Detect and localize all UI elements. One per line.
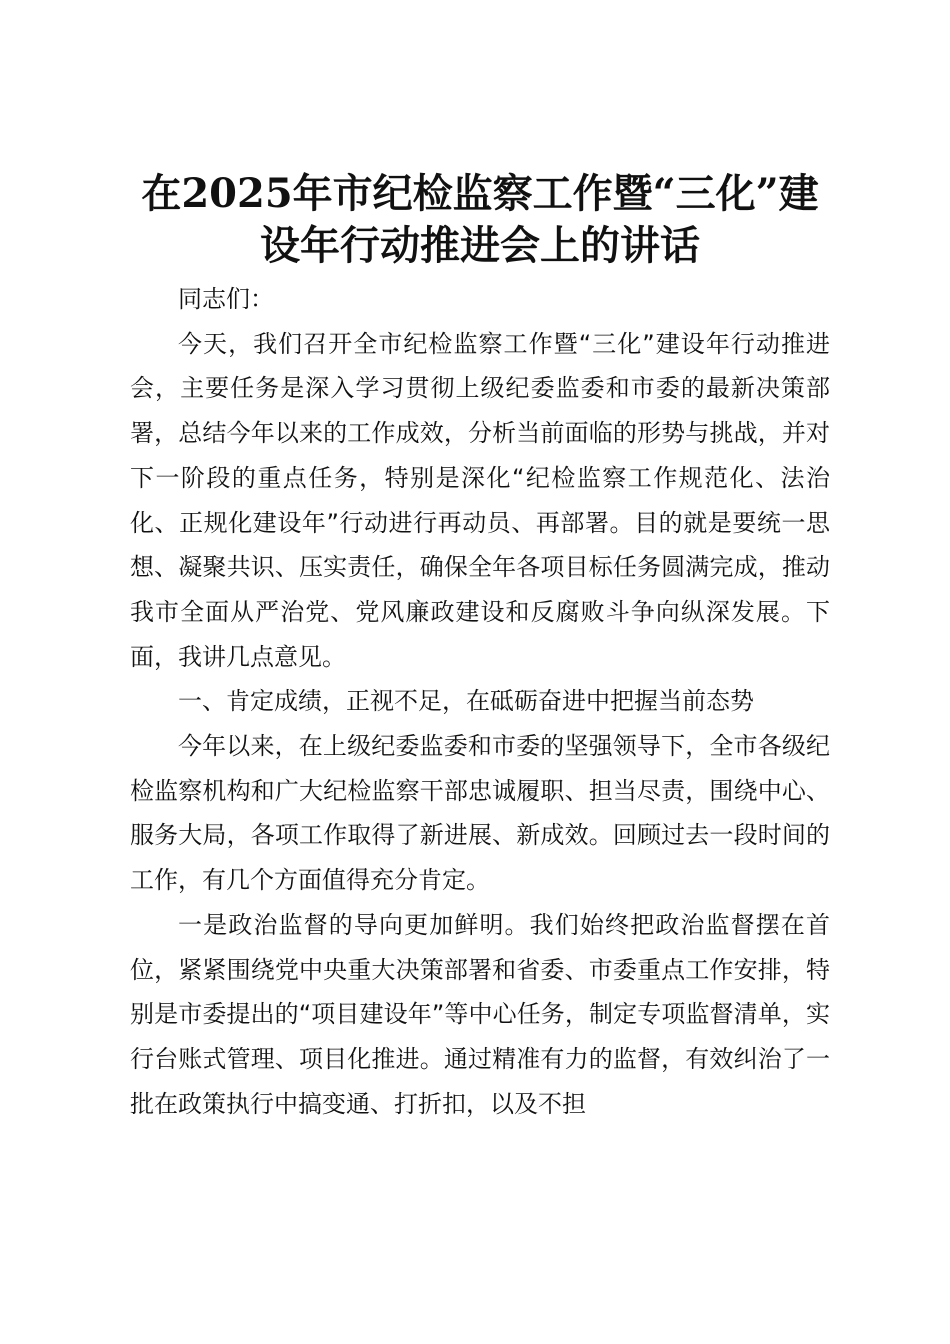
document-title: 在2025年市纪检监察工作暨“三化”建设年行动推进会上的讲话: [141, 170, 819, 269]
paragraph-intro: 今天，我们召开全市纪检监察工作暨“三化”建设年行动推进会，主要任务是深入学习贯彻上级纪委监委和市委的最新决策部署，总结今年以来的工作成效，分析当前面临的形势与挑战，并对下一阶段的重点任务，特别是深化“纪检监察工作规范化、法治化、正规化建设年”行动进行再动员、再部署。目的就是要统一思想、凝聚共识、压实责任，确保全年各项目标任务圆满完成，推动我市全面从严治党、党风廉政建设和反腐败斗争向纵深发展。下面，我讲几点意见。: [130, 329, 830, 671]
paragraph-review: 今年以来，在上级纪委监委和市委的坚强领导下，全市各级纪检监察机构和广大纪检监察干部忠诚履职、担当尽责，围绕中心、服务大局，各项工作取得了新进展、新成效。回顾过去一段时间的工作，有几个方面值得充分肯定。: [130, 732, 830, 895]
salutation: 同志们：: [178, 285, 274, 313]
document-body: [130, 277, 830, 1126]
paragraph-political-supervision: 一是政治监督的导向更加鲜明。我们始终把政治监督摆在首位，紧紧围绕党中央重大决策部署和省委、市委重点工作安排，特别是市委提出的“项目建设年”等中心任务，制定专项监督清单，实行台账式管理、项目化推进。通过精准有力的监督，有效纠治了一批在政策执行中搞变通、打折扣，以及不担: [130, 910, 830, 1118]
section-heading: 一、肯定成绩，正视不足，在砥砺奋进中把握当前态势: [178, 687, 754, 716]
